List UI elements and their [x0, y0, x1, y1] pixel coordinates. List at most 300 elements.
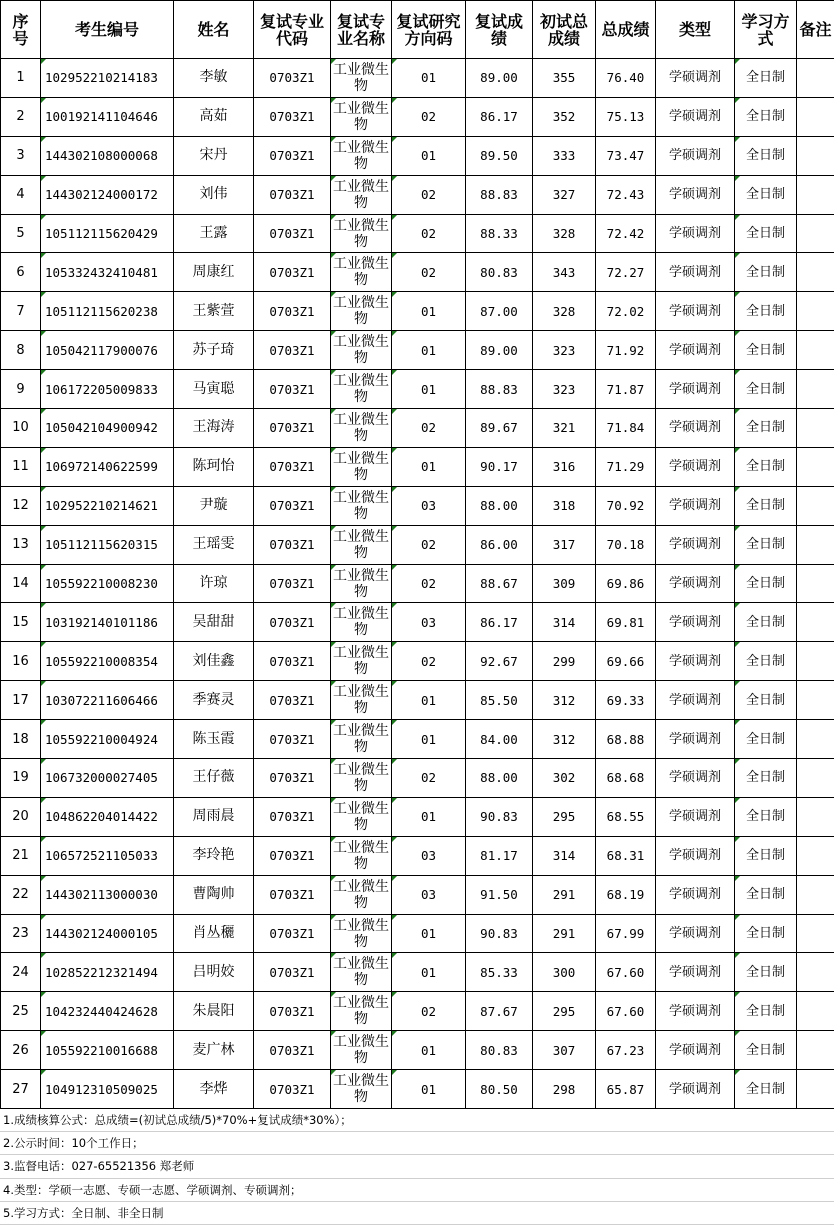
major-code-cell: 0703Z1 [254, 97, 331, 136]
name-cell: 陈玉霞 [174, 720, 254, 759]
direction-cell: 02 [392, 759, 466, 798]
prelim-score-cell: 352 [533, 97, 596, 136]
retest-score-cell: 90.83 [466, 797, 533, 836]
examinee-id-cell: 105592210008230 [41, 564, 174, 603]
mode-cell: 全日制 [735, 447, 797, 486]
direction-cell: 01 [392, 292, 466, 331]
table-row [1, 525, 834, 564]
remark-cell [797, 720, 834, 759]
major-code-cell: 0703Z1 [254, 953, 331, 992]
total-score-cell: 68.19 [596, 875, 656, 914]
examinee-id-cell: 106732000027405 [41, 759, 174, 798]
type-cell: 学硕调剂 [656, 797, 735, 836]
direction-cell: 01 [392, 370, 466, 409]
mode-cell: 全日制 [735, 720, 797, 759]
total-score-cell: 70.18 [596, 525, 656, 564]
header-prelim: 初试总成绩 [533, 1, 596, 59]
examinee-id-cell: 144302124000105 [41, 914, 174, 953]
direction-cell: 01 [392, 136, 466, 175]
major-name-cell: 工业微生物 [331, 175, 392, 214]
major-name-cell: 工业微生物 [331, 97, 392, 136]
remark-cell [797, 681, 834, 720]
major-code-cell: 0703Z1 [254, 447, 331, 486]
header-remark: 备注 [797, 1, 834, 59]
mode-cell: 全日制 [735, 642, 797, 681]
prelim-score-cell: 318 [533, 486, 596, 525]
direction-cell: 03 [392, 603, 466, 642]
table-row [1, 720, 834, 759]
direction-cell: 03 [392, 875, 466, 914]
prelim-score-cell: 323 [533, 331, 596, 370]
name-cell: 朱晨阳 [174, 992, 254, 1031]
examinee-id-cell: 104862204014422 [41, 797, 174, 836]
examinee-id-cell: 105042117900076 [41, 331, 174, 370]
name-cell: 苏子琦 [174, 331, 254, 370]
table-row [1, 836, 834, 875]
table-row [1, 59, 834, 98]
seq-cell: 6 [1, 253, 41, 292]
seq-cell: 11 [1, 447, 41, 486]
direction-cell: 03 [392, 486, 466, 525]
total-score-cell: 67.99 [596, 914, 656, 953]
prelim-score-cell: 317 [533, 525, 596, 564]
major-name-cell: 工业微生物 [331, 953, 392, 992]
direction-cell: 02 [392, 564, 466, 603]
total-score-cell: 69.86 [596, 564, 656, 603]
table-row [1, 953, 834, 992]
retest-score-cell: 84.00 [466, 720, 533, 759]
name-cell: 曹陶帅 [174, 875, 254, 914]
total-score-cell: 68.55 [596, 797, 656, 836]
total-score-cell: 67.23 [596, 1031, 656, 1070]
major-code-cell: 0703Z1 [254, 59, 331, 98]
type-cell: 学硕调剂 [656, 603, 735, 642]
header-direction: 复试研究方向码 [392, 1, 466, 59]
remark-cell [797, 214, 834, 253]
prelim-score-cell: 343 [533, 253, 596, 292]
retest-score-cell: 87.00 [466, 292, 533, 331]
header-name: 姓名 [174, 1, 254, 59]
remark-cell [797, 953, 834, 992]
table-row [1, 214, 834, 253]
seq-cell: 14 [1, 564, 41, 603]
examinee-id-cell: 105112115620315 [41, 525, 174, 564]
total-score-cell: 71.29 [596, 447, 656, 486]
retest-score-cell: 89.50 [466, 136, 533, 175]
direction-cell: 01 [392, 59, 466, 98]
type-cell: 学硕调剂 [656, 447, 735, 486]
name-cell: 刘佳鑫 [174, 642, 254, 681]
name-cell: 周康红 [174, 253, 254, 292]
prelim-score-cell: 314 [533, 836, 596, 875]
seq-cell: 18 [1, 720, 41, 759]
retest-score-cell: 86.17 [466, 603, 533, 642]
remark-cell [797, 759, 834, 798]
prelim-score-cell: 295 [533, 992, 596, 1031]
total-score-cell: 72.43 [596, 175, 656, 214]
mode-cell: 全日制 [735, 331, 797, 370]
prelim-score-cell: 298 [533, 1070, 596, 1109]
type-cell: 学硕调剂 [656, 564, 735, 603]
direction-cell: 01 [392, 447, 466, 486]
major-code-cell: 0703Z1 [254, 292, 331, 331]
total-score-cell: 72.42 [596, 214, 656, 253]
prelim-score-cell: 355 [533, 59, 596, 98]
major-code-cell: 0703Z1 [254, 1031, 331, 1070]
table-row [1, 914, 834, 953]
prelim-score-cell: 307 [533, 1031, 596, 1070]
major-name-cell: 工业微生物 [331, 486, 392, 525]
type-cell: 学硕调剂 [656, 253, 735, 292]
total-score-cell: 69.66 [596, 642, 656, 681]
direction-cell: 02 [392, 992, 466, 1031]
table-row [1, 447, 834, 486]
type-cell: 学硕调剂 [656, 1070, 735, 1109]
retest-score-cell: 85.33 [466, 953, 533, 992]
prelim-score-cell: 312 [533, 720, 596, 759]
seq-cell: 13 [1, 525, 41, 564]
type-cell: 学硕调剂 [656, 409, 735, 448]
retest-score-cell: 90.17 [466, 447, 533, 486]
seq-cell: 24 [1, 953, 41, 992]
seq-cell: 16 [1, 642, 41, 681]
prelim-score-cell: 299 [533, 642, 596, 681]
examinee-id-cell: 106972140622599 [41, 447, 174, 486]
direction-cell: 02 [392, 525, 466, 564]
name-cell: 王仔薇 [174, 759, 254, 798]
total-score-cell: 68.88 [596, 720, 656, 759]
header-row [1, 1, 834, 59]
total-score-cell: 68.68 [596, 759, 656, 798]
type-cell: 学硕调剂 [656, 681, 735, 720]
major-name-cell: 工业微生物 [331, 292, 392, 331]
direction-cell: 02 [392, 253, 466, 292]
note-phone: 3.监督电话：027-65521356 郑老师 [0, 1155, 834, 1178]
prelim-score-cell: 291 [533, 875, 596, 914]
major-name-cell: 工业微生物 [331, 370, 392, 409]
major-code-cell: 0703Z1 [254, 681, 331, 720]
header-id: 考生编号 [41, 1, 174, 59]
type-cell: 学硕调剂 [656, 836, 735, 875]
header-retest: 复试成绩 [466, 1, 533, 59]
examinee-id-cell: 105112115620429 [41, 214, 174, 253]
table-row [1, 797, 834, 836]
major-name-cell: 工业微生物 [331, 331, 392, 370]
examinee-id-cell: 104232440424628 [41, 992, 174, 1031]
table-row [1, 1031, 834, 1070]
table-row [1, 97, 834, 136]
name-cell: 肖丛穲 [174, 914, 254, 953]
retest-score-cell: 87.67 [466, 992, 533, 1031]
name-cell: 王紫萱 [174, 292, 254, 331]
name-cell: 高茹 [174, 97, 254, 136]
table-row [1, 370, 834, 409]
header-type: 类型 [656, 1, 735, 59]
name-cell: 周雨晨 [174, 797, 254, 836]
remark-cell [797, 525, 834, 564]
direction-cell: 02 [392, 214, 466, 253]
mode-cell: 全日制 [735, 409, 797, 448]
major-name-cell: 工业微生物 [331, 875, 392, 914]
table-row [1, 292, 834, 331]
remark-cell [797, 836, 834, 875]
prelim-score-cell: 321 [533, 409, 596, 448]
direction-cell: 01 [392, 953, 466, 992]
seq-cell: 4 [1, 175, 41, 214]
seq-cell: 15 [1, 603, 41, 642]
examinee-id-cell: 103072211606466 [41, 681, 174, 720]
retest-score-cell: 88.83 [466, 370, 533, 409]
type-cell: 学硕调剂 [656, 370, 735, 409]
mode-cell: 全日制 [735, 525, 797, 564]
examinee-id-cell: 105042104900942 [41, 409, 174, 448]
type-cell: 学硕调剂 [656, 59, 735, 98]
total-score-cell: 71.87 [596, 370, 656, 409]
mode-cell: 全日制 [735, 1031, 797, 1070]
remark-cell [797, 797, 834, 836]
table-row [1, 681, 834, 720]
retest-score-cell: 89.00 [466, 59, 533, 98]
table-row [1, 409, 834, 448]
examinee-id-cell: 100192141104646 [41, 97, 174, 136]
major-name-cell: 工业微生物 [331, 1031, 392, 1070]
remark-cell [797, 486, 834, 525]
major-code-cell: 0703Z1 [254, 720, 331, 759]
remark-cell [797, 875, 834, 914]
remark-cell [797, 992, 834, 1031]
name-cell: 陈珂怡 [174, 447, 254, 486]
retest-score-cell: 80.83 [466, 1031, 533, 1070]
name-cell: 李敏 [174, 59, 254, 98]
mode-cell: 全日制 [735, 992, 797, 1031]
major-name-cell: 工业微生物 [331, 642, 392, 681]
retest-score-cell: 90.83 [466, 914, 533, 953]
remark-cell [797, 331, 834, 370]
table-row [1, 564, 834, 603]
note-mode: 5.学习方式：全日制、非全日制 [0, 1202, 834, 1225]
seq-cell: 26 [1, 1031, 41, 1070]
mode-cell: 全日制 [735, 292, 797, 331]
retest-score-cell: 91.50 [466, 875, 533, 914]
table-row [1, 642, 834, 681]
retest-score-cell: 89.67 [466, 409, 533, 448]
note-type: 4.类型：学硕一志愿、专硕一志愿、学硕调剂、专硕调剂； [0, 1179, 834, 1202]
mode-cell: 全日制 [735, 370, 797, 409]
seq-cell: 1 [1, 59, 41, 98]
major-code-cell: 0703Z1 [254, 797, 331, 836]
type-cell: 学硕调剂 [656, 331, 735, 370]
major-name-cell: 工业微生物 [331, 836, 392, 875]
total-score-cell: 71.84 [596, 409, 656, 448]
table-row [1, 1070, 834, 1109]
mode-cell: 全日制 [735, 564, 797, 603]
major-code-cell: 0703Z1 [254, 525, 331, 564]
type-cell: 学硕调剂 [656, 175, 735, 214]
direction-cell: 01 [392, 331, 466, 370]
seq-cell: 21 [1, 836, 41, 875]
seq-cell: 3 [1, 136, 41, 175]
major-name-cell: 工业微生物 [331, 992, 392, 1031]
type-cell: 学硕调剂 [656, 642, 735, 681]
remark-cell [797, 1031, 834, 1070]
direction-cell: 01 [392, 914, 466, 953]
table-row [1, 992, 834, 1031]
seq-cell: 17 [1, 681, 41, 720]
prelim-score-cell: 295 [533, 797, 596, 836]
major-code-cell: 0703Z1 [254, 1070, 331, 1109]
major-code-cell: 0703Z1 [254, 914, 331, 953]
mode-cell: 全日制 [735, 875, 797, 914]
major-code-cell: 0703Z1 [254, 992, 331, 1031]
major-name-cell: 工业微生物 [331, 681, 392, 720]
examinee-id-cell: 105332432410481 [41, 253, 174, 292]
major-name-cell: 工业微生物 [331, 447, 392, 486]
name-cell: 许琼 [174, 564, 254, 603]
major-name-cell: 工业微生物 [331, 136, 392, 175]
mode-cell: 全日制 [735, 914, 797, 953]
major-code-cell: 0703Z1 [254, 603, 331, 642]
total-score-cell: 72.27 [596, 253, 656, 292]
major-code-cell: 0703Z1 [254, 214, 331, 253]
type-cell: 学硕调剂 [656, 914, 735, 953]
total-score-cell: 69.81 [596, 603, 656, 642]
retest-score-cell: 92.67 [466, 642, 533, 681]
type-cell: 学硕调剂 [656, 292, 735, 331]
total-score-cell: 68.31 [596, 836, 656, 875]
prelim-score-cell: 327 [533, 175, 596, 214]
table-row [1, 175, 834, 214]
mode-cell: 全日制 [735, 1070, 797, 1109]
remark-cell [797, 447, 834, 486]
examinee-id-cell: 105112115620238 [41, 292, 174, 331]
seq-cell: 7 [1, 292, 41, 331]
major-code-cell: 0703Z1 [254, 564, 331, 603]
notes-section [0, 1109, 834, 1225]
name-cell: 麦广林 [174, 1031, 254, 1070]
prelim-score-cell: 328 [533, 292, 596, 331]
major-code-cell: 0703Z1 [254, 136, 331, 175]
seq-cell: 8 [1, 331, 41, 370]
name-cell: 尹璇 [174, 486, 254, 525]
prelim-score-cell: 333 [533, 136, 596, 175]
seq-cell: 23 [1, 914, 41, 953]
name-cell: 王海涛 [174, 409, 254, 448]
type-cell: 学硕调剂 [656, 214, 735, 253]
seq-cell: 22 [1, 875, 41, 914]
mode-cell: 全日制 [735, 797, 797, 836]
major-name-cell: 工业微生物 [331, 914, 392, 953]
direction-cell: 02 [392, 642, 466, 681]
remark-cell [797, 136, 834, 175]
name-cell: 季赛灵 [174, 681, 254, 720]
examinee-id-cell: 102952210214183 [41, 59, 174, 98]
remark-cell [797, 914, 834, 953]
retest-score-cell: 86.00 [466, 525, 533, 564]
table-row [1, 875, 834, 914]
table-row [1, 253, 834, 292]
direction-cell: 02 [392, 409, 466, 448]
name-cell: 吴甜甜 [174, 603, 254, 642]
examinee-id-cell: 105592210016688 [41, 1031, 174, 1070]
direction-cell: 01 [392, 797, 466, 836]
name-cell: 王瑶雯 [174, 525, 254, 564]
examinee-id-cell: 144302108000068 [41, 136, 174, 175]
note-formula: 1.成绩核算公式：总成绩=(初试总成绩/5)*70%+复试成绩*30%）； [0, 1109, 834, 1132]
seq-cell: 25 [1, 992, 41, 1031]
retest-score-cell: 80.83 [466, 253, 533, 292]
prelim-score-cell: 314 [533, 603, 596, 642]
retest-score-cell: 81.17 [466, 836, 533, 875]
direction-cell: 01 [392, 720, 466, 759]
mode-cell: 全日制 [735, 214, 797, 253]
type-cell: 学硕调剂 [656, 720, 735, 759]
examinee-id-cell: 144302124000172 [41, 175, 174, 214]
type-cell: 学硕调剂 [656, 136, 735, 175]
mode-cell: 全日制 [735, 759, 797, 798]
total-score-cell: 71.92 [596, 331, 656, 370]
type-cell: 学硕调剂 [656, 97, 735, 136]
major-code-cell: 0703Z1 [254, 175, 331, 214]
remark-cell [797, 175, 834, 214]
name-cell: 马寅聪 [174, 370, 254, 409]
table-row [1, 486, 834, 525]
seq-cell: 2 [1, 97, 41, 136]
retest-score-cell: 89.00 [466, 331, 533, 370]
total-score-cell: 76.40 [596, 59, 656, 98]
remark-cell [797, 253, 834, 292]
seq-cell: 10 [1, 409, 41, 448]
type-cell: 学硕调剂 [656, 759, 735, 798]
major-name-cell: 工业微生物 [331, 759, 392, 798]
major-code-cell: 0703Z1 [254, 370, 331, 409]
remark-cell [797, 370, 834, 409]
remark-cell [797, 292, 834, 331]
remark-cell [797, 409, 834, 448]
total-score-cell: 72.02 [596, 292, 656, 331]
total-score-cell: 70.92 [596, 486, 656, 525]
major-code-cell: 0703Z1 [254, 759, 331, 798]
total-score-cell: 67.60 [596, 992, 656, 1031]
mode-cell: 全日制 [735, 836, 797, 875]
major-code-cell: 0703Z1 [254, 642, 331, 681]
mode-cell: 全日制 [735, 486, 797, 525]
name-cell: 李烨 [174, 1070, 254, 1109]
major-code-cell: 0703Z1 [254, 409, 331, 448]
total-score-cell: 73.47 [596, 136, 656, 175]
major-name-cell: 工业微生物 [331, 603, 392, 642]
remark-cell [797, 642, 834, 681]
seq-cell: 9 [1, 370, 41, 409]
total-score-cell: 65.87 [596, 1070, 656, 1109]
table-row [1, 331, 834, 370]
name-cell: 宋丹 [174, 136, 254, 175]
major-code-cell: 0703Z1 [254, 331, 331, 370]
remark-cell [797, 564, 834, 603]
retest-score-cell: 88.83 [466, 175, 533, 214]
remark-cell [797, 1070, 834, 1109]
major-code-cell: 0703Z1 [254, 836, 331, 875]
header-total: 总成绩 [596, 1, 656, 59]
type-cell: 学硕调剂 [656, 953, 735, 992]
major-code-cell: 0703Z1 [254, 486, 331, 525]
total-score-cell: 75.13 [596, 97, 656, 136]
table-row [1, 603, 834, 642]
note-publicity: 2.公示时间：10个工作日； [0, 1132, 834, 1155]
mode-cell: 全日制 [735, 603, 797, 642]
major-name-cell: 工业微生物 [331, 797, 392, 836]
examinee-id-cell: 105592210008354 [41, 642, 174, 681]
type-cell: 学硕调剂 [656, 525, 735, 564]
